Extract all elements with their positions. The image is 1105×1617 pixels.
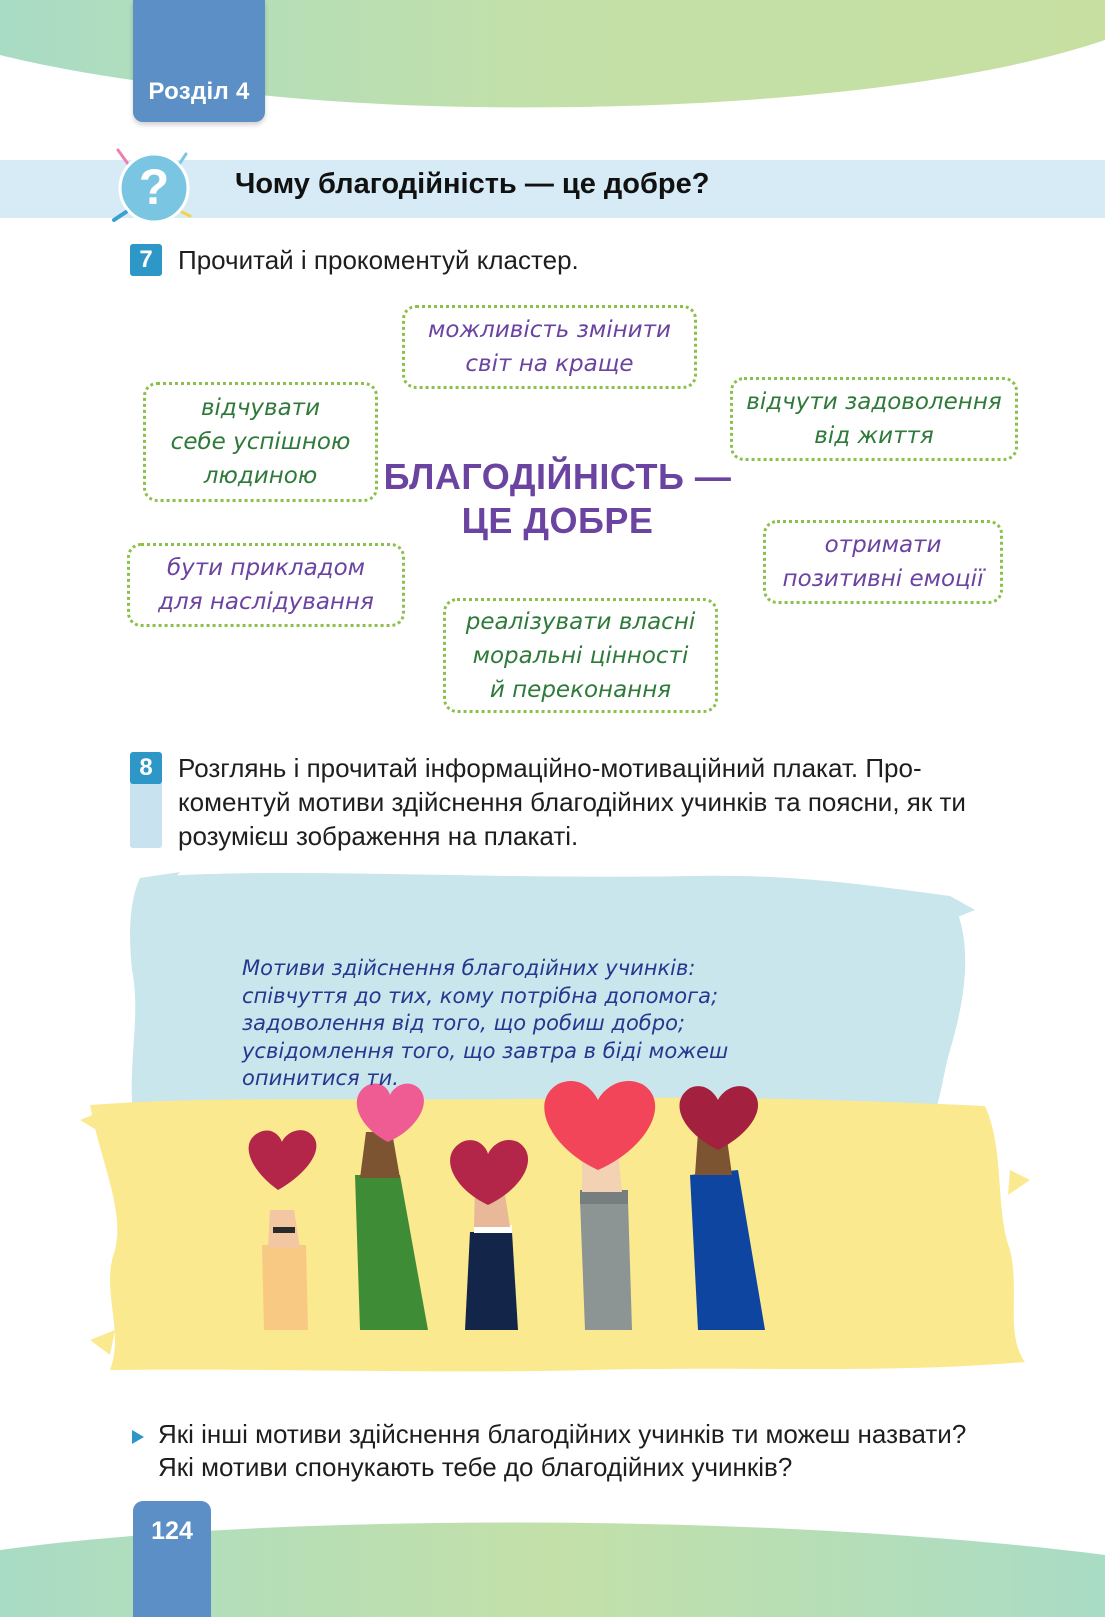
page-number: 124	[151, 1517, 193, 1545]
cluster-item-line: для наслідування	[158, 589, 374, 615]
question-mark-icon	[108, 142, 200, 234]
final-question-line: Які мотиви спонукають тебе до благодійних учинків?	[158, 1452, 793, 1482]
section-label: Розділ 4	[148, 78, 250, 105]
cluster-item-life-satisfaction	[730, 377, 1018, 461]
final-question	[158, 1418, 1058, 1484]
task-number-7: 7	[130, 244, 162, 276]
bullet-arrow-icon	[132, 1430, 144, 1444]
cluster-item-line: й переконання	[489, 676, 672, 703]
question-title: Чому благодійність — це добре?	[235, 168, 710, 200]
svg-text:?: ?	[138, 159, 170, 215]
cluster-center-title	[380, 455, 735, 543]
cluster-item-moral-values	[443, 598, 718, 713]
cluster-item-line: моральні цінності	[472, 642, 689, 669]
poster-line: опинитися ти.	[242, 1066, 399, 1090]
cluster-item-line: від життя	[814, 423, 934, 449]
page-number-tab	[133, 1501, 211, 1617]
cluster-item-change-world	[402, 305, 697, 389]
poster-line: задоволення від того, що робиш добро;	[242, 1011, 685, 1035]
task8-instruction-line: коментуй мотиви здійснення благодійних учинків та поясни, як ти	[178, 787, 966, 817]
cluster-item-feel-successful	[143, 382, 378, 502]
task8-instruction-line: розумієш зображення на плакаті.	[178, 821, 579, 851]
task8-instruction-line: Розглянь і прочитай інформаційно-мотиваційний плакат. Про-	[178, 753, 922, 783]
motivation-poster	[70, 870, 1030, 1390]
cluster-item-be-example	[127, 543, 405, 627]
section-tab	[133, 0, 265, 122]
cluster-center-line: ЦЕ ДОБРЕ	[461, 500, 654, 541]
poster-line: усвідомлення того, що завтра в біді можеш	[242, 1038, 729, 1063]
cluster-item-line: реалізувати власні	[465, 608, 696, 635]
cluster-item-line: себе успішною	[170, 429, 351, 455]
cluster-center-line: БЛАГОДІЙНІСТЬ —	[383, 456, 732, 497]
cluster-item-line: людиною	[203, 463, 318, 489]
task8-instruction	[178, 751, 1023, 853]
cluster-item-line: бути прикладом	[166, 555, 366, 581]
cluster-item-line: світ на краще	[465, 351, 634, 377]
cluster-item-line: отримати	[824, 532, 942, 558]
cluster-item-line: можливість змінити	[428, 317, 671, 343]
poster-line: Мотиви здійснення благодійних учинків:	[242, 956, 696, 980]
cluster-item-positive-emotions	[763, 520, 1003, 604]
cluster-item-line: відчути задоволення	[746, 389, 1002, 415]
task-number-8: 8	[130, 752, 162, 784]
final-question-line: Які інші мотиви здійснення благодійних учинків ти можеш назвати?	[158, 1419, 967, 1449]
cluster-item-line: позитивні емоції	[782, 566, 984, 592]
cluster-item-line: відчувати	[200, 395, 321, 421]
poster-line: співчуття до тих, кому потрібна допомога;	[242, 983, 719, 1008]
task7-instruction: Прочитай і прокоментуй кластер.	[178, 245, 579, 275]
poster-text	[242, 955, 842, 1093]
